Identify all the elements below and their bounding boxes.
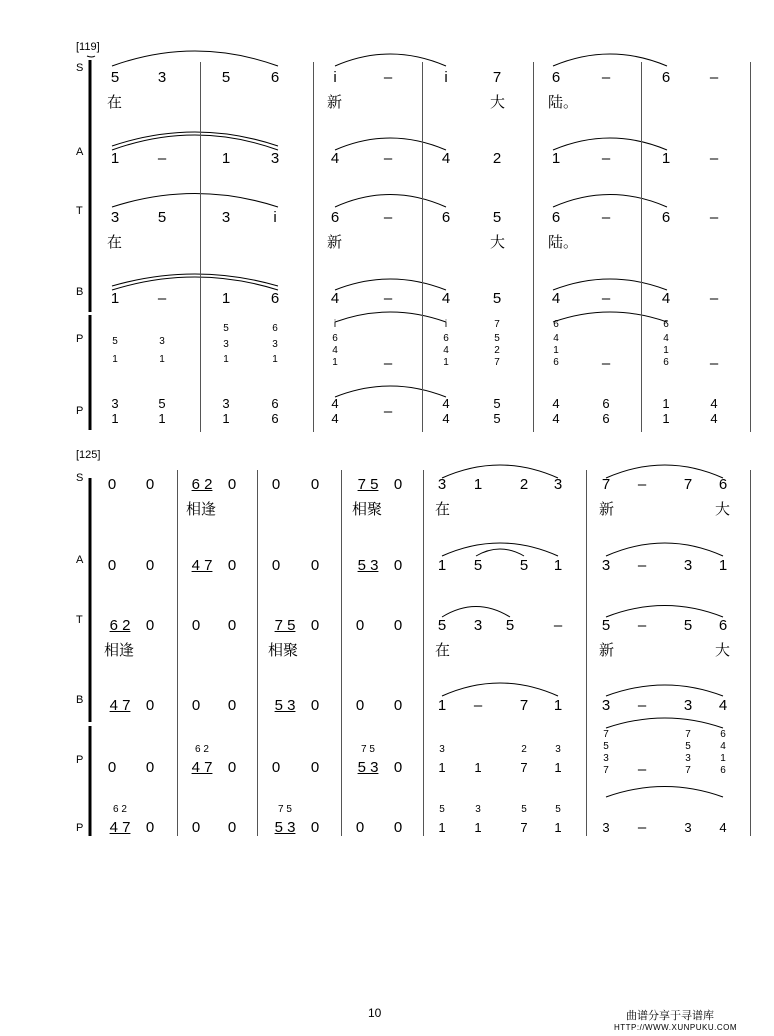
note: – xyxy=(709,355,719,372)
note: 5 xyxy=(505,617,515,634)
chord-note: 1 xyxy=(112,354,118,365)
note: – xyxy=(601,355,611,372)
note: 6 xyxy=(271,411,279,426)
chord-note: 4 xyxy=(663,333,669,344)
note: 4 xyxy=(552,411,560,426)
note: 3 xyxy=(683,557,693,574)
note: 5 3 xyxy=(274,819,296,836)
note: 7 5 xyxy=(274,617,296,634)
chord-note: 7 xyxy=(685,765,691,776)
note: 6 xyxy=(602,396,610,411)
note: 0 xyxy=(393,476,403,493)
note: – xyxy=(637,617,647,634)
note: 6 xyxy=(602,411,610,426)
barline xyxy=(313,62,314,432)
note: 0 xyxy=(191,617,201,634)
chord-note: 7 xyxy=(603,765,609,776)
note: 0 xyxy=(227,759,237,776)
note: 1 xyxy=(221,290,231,307)
barline xyxy=(422,62,423,432)
note: 1 xyxy=(554,820,562,835)
note: 1 xyxy=(474,760,482,775)
note: – xyxy=(601,69,611,86)
watermark-url: HTTP://WWW.XUNPUKU.COM xyxy=(614,1023,737,1032)
note: 6 xyxy=(718,476,728,493)
note: 7 xyxy=(519,697,529,714)
lyric: 新 xyxy=(327,94,343,111)
note: 3 xyxy=(473,617,483,634)
note: 3 xyxy=(157,69,167,86)
note: 1 xyxy=(222,411,230,426)
chord-note: 7 xyxy=(603,729,609,740)
chord-note: 3 xyxy=(223,339,229,350)
note: 0 xyxy=(271,476,281,493)
note: 1 xyxy=(553,557,563,574)
note: 0 xyxy=(310,617,320,634)
lyric: 大 xyxy=(490,234,506,251)
note: 5 xyxy=(492,290,502,307)
chord-note: 2 xyxy=(521,744,527,755)
barline xyxy=(750,470,751,836)
note: 6 xyxy=(270,69,280,86)
note: 0 xyxy=(145,759,155,776)
note: 7 5 xyxy=(357,476,379,493)
lyric: 在 xyxy=(107,94,123,111)
note: 3 xyxy=(270,150,280,167)
note: 7 xyxy=(520,820,528,835)
note: 6 xyxy=(441,209,451,226)
note: 0 xyxy=(145,617,155,634)
note: 4 7 xyxy=(191,759,213,776)
note: 3 xyxy=(601,697,611,714)
note: 0 xyxy=(271,557,281,574)
lyric: 陆。 xyxy=(548,94,579,111)
lyric: 相逢 xyxy=(104,642,135,659)
lyric: 在 xyxy=(435,642,451,659)
chord-note: 6 2 xyxy=(113,804,127,815)
note: 4 xyxy=(718,697,728,714)
note: i xyxy=(333,69,337,86)
note: – xyxy=(383,209,393,226)
note: 6 xyxy=(330,209,340,226)
chord-note: 1 xyxy=(663,345,669,356)
chord-note: 3 xyxy=(685,753,691,764)
chord-note: 7 xyxy=(494,357,500,368)
note: 1 xyxy=(438,820,446,835)
measure-marker: [125] xyxy=(76,449,101,461)
note: 5 xyxy=(683,617,693,634)
note: – xyxy=(709,290,719,307)
chord-note: 6 xyxy=(332,333,338,344)
chord-note: 2 xyxy=(494,345,500,356)
note: 6 xyxy=(551,209,561,226)
lyric: 相聚 xyxy=(268,642,299,659)
barline xyxy=(641,62,642,432)
note: 3 xyxy=(553,476,563,493)
lyric: 陆。 xyxy=(548,234,579,251)
note: 4 7 xyxy=(109,819,131,836)
note: 0 xyxy=(227,617,237,634)
chord-note: 3 xyxy=(272,339,278,350)
chord-note: 3 xyxy=(439,744,445,755)
note: 5 xyxy=(157,209,167,226)
chord-note: 4 xyxy=(553,333,559,344)
note: 1 xyxy=(551,150,561,167)
note: – xyxy=(383,69,393,86)
note: 1 xyxy=(158,411,166,426)
part-label-soprano: S xyxy=(76,472,84,484)
note: 0 xyxy=(107,557,117,574)
note: 0 xyxy=(393,557,403,574)
note: – xyxy=(637,476,647,493)
note: 7 xyxy=(520,760,528,775)
note: 1 xyxy=(662,396,670,411)
measure-marker: [119] xyxy=(76,41,100,53)
note: 4 xyxy=(710,396,718,411)
watermark-text: 曲谱分享于寻谱库 xyxy=(626,1010,714,1022)
chord-note: 6 xyxy=(663,357,669,368)
chord-note: 1 xyxy=(223,354,229,365)
chord-note: 6 xyxy=(272,323,278,334)
note: 7 xyxy=(601,476,611,493)
note: 4 xyxy=(719,820,727,835)
note: 3 xyxy=(222,396,230,411)
barline xyxy=(341,470,342,836)
chord-note: 1 xyxy=(443,357,449,368)
note: 5 xyxy=(110,69,120,86)
part-label-alto: A xyxy=(76,554,84,566)
note: 1 xyxy=(221,150,231,167)
note: 4 xyxy=(441,150,451,167)
note: 6 xyxy=(718,617,728,634)
note: 5 xyxy=(221,69,231,86)
note: 4 xyxy=(331,396,339,411)
note: 5 xyxy=(493,411,501,426)
part-label-tenor: T xyxy=(76,614,83,626)
chord-note: 3 xyxy=(555,744,561,755)
note: 4 xyxy=(442,411,450,426)
lyric: 大 xyxy=(715,501,731,518)
note: 1 xyxy=(111,411,119,426)
barline xyxy=(257,470,258,836)
note: 1 xyxy=(437,697,447,714)
chord-note: 6 2 xyxy=(195,744,209,755)
note: i xyxy=(273,209,277,226)
note: 0 xyxy=(271,759,281,776)
note: 1 xyxy=(473,476,483,493)
note: – xyxy=(709,209,719,226)
note: i xyxy=(444,69,448,86)
note: – xyxy=(637,819,647,836)
note: 0 xyxy=(310,759,320,776)
note: 0 xyxy=(393,759,403,776)
chord-note: 6 xyxy=(663,319,669,330)
chord-note: 5 xyxy=(685,741,691,752)
note: 4 xyxy=(551,290,561,307)
lyric: 新 xyxy=(327,234,343,251)
chord-note: 7 xyxy=(685,729,691,740)
note: 6 2 xyxy=(109,617,131,634)
note: 6 xyxy=(661,69,671,86)
note: – xyxy=(473,697,483,714)
note: 3 xyxy=(684,820,692,835)
note: 7 xyxy=(492,69,502,86)
chord-note: 5 xyxy=(555,804,561,815)
chord-note: 1 xyxy=(332,357,338,368)
chord-note: i xyxy=(444,319,448,330)
note: 1 xyxy=(110,290,120,307)
chord-note: 6 xyxy=(553,357,559,368)
note: 6 2 xyxy=(191,476,213,493)
barline xyxy=(423,470,424,836)
part-label-piano-upper: P xyxy=(76,754,84,766)
note: 3 xyxy=(601,557,611,574)
chord-note: 7 xyxy=(494,319,500,330)
note: 0 xyxy=(310,819,320,836)
note: 0 xyxy=(191,697,201,714)
chord-note: 3 xyxy=(603,753,609,764)
note: 0 xyxy=(355,819,365,836)
note: 4 7 xyxy=(109,697,131,714)
chord-note: 7 5 xyxy=(361,744,375,755)
note: – xyxy=(709,69,719,86)
chord-note: 5 xyxy=(223,323,229,334)
note: 0 xyxy=(145,697,155,714)
note: 0 xyxy=(145,819,155,836)
note: – xyxy=(601,209,611,226)
lyric: 相聚 xyxy=(352,501,383,518)
note: 5 xyxy=(437,617,447,634)
note: 5 3 xyxy=(357,557,379,574)
chord-note: 4 xyxy=(332,345,338,356)
part-label-piano-lower: P xyxy=(76,405,84,417)
note: 1 xyxy=(110,150,120,167)
note: 0 xyxy=(310,557,320,574)
note: 0 xyxy=(355,697,365,714)
note: – xyxy=(383,403,393,420)
note: 0 xyxy=(107,476,117,493)
chord-note: 6 xyxy=(720,765,726,776)
lyric: 新 xyxy=(599,501,615,518)
note: – xyxy=(157,290,167,307)
note: 3 xyxy=(437,476,447,493)
note: 4 xyxy=(552,396,560,411)
note: 0 xyxy=(355,617,365,634)
chord-note: 1 xyxy=(720,753,726,764)
lyric: 在 xyxy=(435,501,451,518)
note: 3 xyxy=(602,820,610,835)
note: 4 xyxy=(442,396,450,411)
note: – xyxy=(601,150,611,167)
chord-note: 7 5 xyxy=(278,804,292,815)
note: 5 3 xyxy=(357,759,379,776)
part-label-alto: A xyxy=(76,146,84,158)
chord-note: 1 xyxy=(272,354,278,365)
lyric: 新 xyxy=(599,642,615,659)
note: 1 xyxy=(438,760,446,775)
chord-note: 5 xyxy=(494,333,500,344)
chord-note: 3 xyxy=(475,804,481,815)
page-number: 10 xyxy=(368,1006,382,1020)
lyric: 大 xyxy=(715,642,731,659)
note: 0 xyxy=(227,557,237,574)
note: – xyxy=(383,150,393,167)
note: 5 xyxy=(493,396,501,411)
note: 3 xyxy=(111,396,119,411)
note: 0 xyxy=(393,819,403,836)
note: 4 xyxy=(710,411,718,426)
note: 5 xyxy=(158,396,166,411)
chord-note: 1 xyxy=(159,354,165,365)
note: 4 xyxy=(330,290,340,307)
note: 0 xyxy=(145,557,155,574)
note: 1 xyxy=(718,557,728,574)
chord-note: 4 xyxy=(443,345,449,356)
note: 6 xyxy=(270,290,280,307)
chord-note: 6 xyxy=(443,333,449,344)
note: – xyxy=(383,290,393,307)
note: 0 xyxy=(227,476,237,493)
part-label-piano-upper: P xyxy=(76,333,84,345)
note: 1 xyxy=(474,820,482,835)
barline xyxy=(533,62,534,432)
chord-note: 1 xyxy=(553,345,559,356)
chord-note: 6 xyxy=(553,319,559,330)
note: 0 xyxy=(227,697,237,714)
note: 0 xyxy=(191,819,201,836)
note: 5 xyxy=(492,209,502,226)
chord-note: 3 xyxy=(159,336,165,347)
note: 0 xyxy=(310,476,320,493)
note: 4 xyxy=(661,290,671,307)
part-label-bass: B xyxy=(76,694,84,706)
note: 2 xyxy=(492,150,502,167)
note: 3 xyxy=(110,209,120,226)
note: – xyxy=(637,557,647,574)
chord-note: 4 xyxy=(720,741,726,752)
note: – xyxy=(383,355,393,372)
note: 1 xyxy=(437,557,447,574)
barline xyxy=(586,470,587,836)
chord-note: 5 xyxy=(112,336,118,347)
note: 2 xyxy=(519,476,529,493)
chord-note: 5 xyxy=(603,741,609,752)
note: 5 xyxy=(519,557,529,574)
note: 6 xyxy=(271,396,279,411)
note: 6 xyxy=(551,69,561,86)
part-label-piano-lower: P xyxy=(76,822,84,834)
note: – xyxy=(601,290,611,307)
note: 0 xyxy=(393,617,403,634)
note: – xyxy=(637,761,647,778)
note: 4 7 xyxy=(191,557,213,574)
note: – xyxy=(553,617,563,634)
note: 1 xyxy=(662,411,670,426)
note: 0 xyxy=(145,476,155,493)
note: 3 xyxy=(221,209,231,226)
note: 3 xyxy=(683,697,693,714)
chord-note: 5 xyxy=(439,804,445,815)
lyric: 大 xyxy=(490,94,506,111)
note: 1 xyxy=(553,697,563,714)
note: 1 xyxy=(661,150,671,167)
note: – xyxy=(709,150,719,167)
note: – xyxy=(157,150,167,167)
note: 5 3 xyxy=(274,697,296,714)
lyric: 相逢 xyxy=(186,501,217,518)
barline xyxy=(200,62,201,432)
note: 5 xyxy=(601,617,611,634)
chord-note: 5 xyxy=(521,804,527,815)
note: 5 xyxy=(473,557,483,574)
note: 0 xyxy=(393,697,403,714)
part-label-bass: B xyxy=(76,286,84,298)
note: 0 xyxy=(310,697,320,714)
note: 4 xyxy=(441,290,451,307)
part-label-soprano: S xyxy=(76,62,84,74)
note: 0 xyxy=(227,819,237,836)
note: 7 xyxy=(683,476,693,493)
note: 6 xyxy=(661,209,671,226)
barline xyxy=(177,470,178,836)
note: 1 xyxy=(554,760,562,775)
chord-note: i xyxy=(333,319,337,330)
chord-note: 6 xyxy=(720,729,726,740)
note: 4 xyxy=(331,411,339,426)
note: 4 xyxy=(330,150,340,167)
part-label-tenor: T xyxy=(76,205,83,217)
lyric: 在 xyxy=(107,234,123,251)
barline xyxy=(750,62,751,432)
note: – xyxy=(637,697,647,714)
note: 0 xyxy=(107,759,117,776)
